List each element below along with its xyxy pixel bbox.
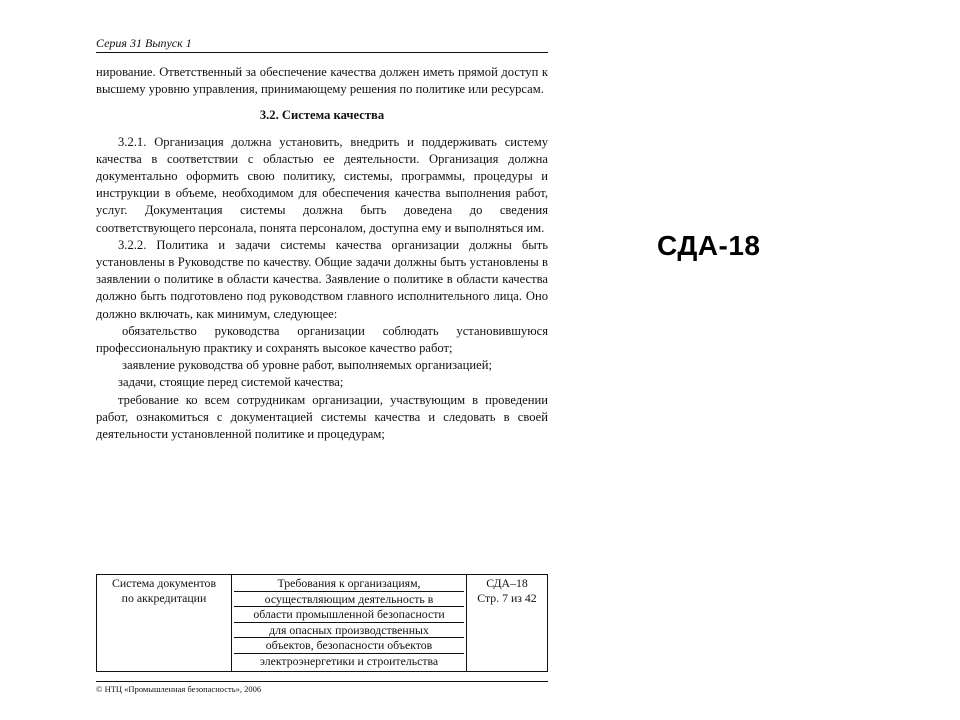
title-line: осуществляющим деятельность в: [234, 592, 464, 608]
title-block-table: [96, 574, 548, 672]
title-block-title-cell: [232, 575, 467, 672]
footer-divider: [96, 681, 548, 682]
title-line: Требования к организациям,: [234, 576, 464, 592]
page-header: Серия 31 Выпуск 1: [96, 36, 548, 53]
page-number: Стр. 7 из 42: [477, 590, 537, 605]
list-item: задачи, стоящие перед системой качества;: [118, 375, 344, 390]
system-name-line: Система документов: [111, 576, 217, 590]
title-line: для опасных производственных: [234, 623, 464, 639]
body-text: [96, 64, 548, 443]
list-item: обязательство руководства организации соблюдать установившуюся профессиональную практику и сохранять высокое качество работ;: [96, 323, 548, 356]
document-code-label: СДА-18: [657, 230, 761, 261]
list-item: заявление руководства об уровне работ, выполняемых организацией;: [122, 358, 492, 373]
document-code: СДА–18: [486, 576, 528, 590]
title-line: области промышленной безопасности: [234, 607, 464, 623]
title-block-system-cell: [97, 575, 232, 672]
system-name-line: по аккредитации: [121, 590, 207, 605]
paragraph-continuation: нирование. Ответственный за обеспечение качества должен иметь прямой доступ к высшему уровню управления, принимающему решения по политике или ресурсам.: [96, 65, 548, 97]
title-block-code-cell: [467, 575, 548, 672]
title-line: объектов, безопасности объектов: [234, 638, 464, 654]
title-line: электроэнергетики и строительства: [259, 653, 439, 668]
page-footer: © НТЦ «Промышленная безопасность», 2006: [96, 684, 262, 694]
paragraph-3-2-1: 3.2.1. Организация должна установить, внедрить и поддерживать систему качества в соответствии с областью ее деятельности. Организация должна документально оформить свою политику, системы, программы, процедуры и инструкции в объеме, необходимом для обеспечения качества выполнения работ, услуг. Документация системы должна быть доведена до сведения соответствующего персонала, понята персоналом, доступна ему и выполняться им.: [96, 134, 548, 235]
paragraph-3-2-2: 3.2.2. Политика и задачи системы качества организации должны быть установлены в Руководстве по качеству. Общие задачи должны быть установлены в заявлении о политике в области качества. Заявление о политике в области качества должно быть подготовлено под руководством главного исполнительного лица. Оно должно включать, как минимум, следующее:: [96, 237, 548, 321]
list-item: требование ко всем сотрудникам организации, участвующим в проведении работ, ознакомиться с документацией системы качества и следовать в своей деятельности установленной политике и процедурам;: [96, 392, 548, 442]
section-title: 3.2. Система качества: [259, 108, 385, 123]
